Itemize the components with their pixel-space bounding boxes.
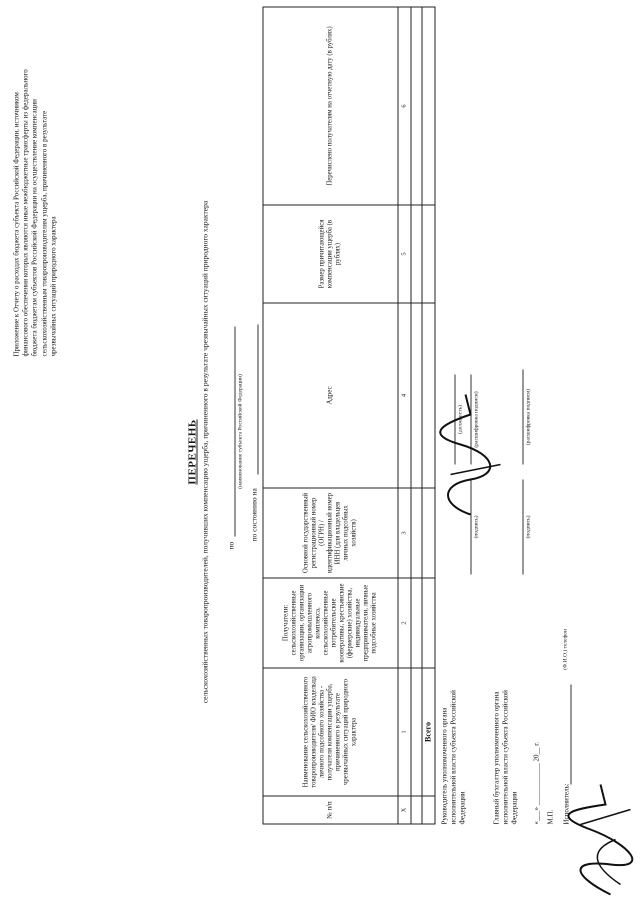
header-cell: Перечислено получателям на отчетную дату (в рублях) (263, 7, 398, 205)
decoding-caption: (расшифровка подписи) (525, 388, 532, 446)
executor-line (571, 685, 572, 785)
column-number-cell: 2 (398, 578, 411, 668)
date-label: по состоянию на (249, 488, 259, 542)
position-caption: (должность) (457, 405, 464, 434)
accountant-decoding-line (523, 370, 524, 465)
seal-label: М.П. (546, 809, 555, 825)
appendix-annotation: Приложение к Отчету о расходах бюджета субъекта Российской Федерации, источником финансового обеспечения которых являются иные межбюджетные трансферты из федерального бюджета бюджетам субъектов Российской Федерации на осуществление компенсации сельскохозяйственным товаропроизводителям ущерба, причиненного в результате чрезвычайных ситуаций природного характера (12, 69, 58, 357)
date-line (258, 325, 259, 475)
fio-phone-caption: (Ф.И.О.) телефон (562, 629, 569, 670)
header-cell: Получатели: сельскохозяйственные организации, организации агропромышленного комплекса, сельскохозяйственные потребительские кооперативы, крестьянские (фермерские) хозяйства, индивидуальные предприниматели, личные подсобные хозяйства (263, 578, 398, 668)
column-number-cell: 6 (398, 7, 411, 205)
header-cell: Наименование сельскохозяйственного товаропроизводителя/ ФИО владельца личного подсобного хозяйства - получателя компенсации ущерба, причиненного в результате чрезвычайных ситуаций природного характера (263, 668, 398, 796)
column-number-cell: 1 (398, 668, 411, 796)
signature-caption: (подпись) (473, 515, 480, 539)
empty-row (411, 7, 422, 824)
accountant-signature-line (523, 480, 524, 575)
po-label: по (226, 541, 236, 550)
head-signature-label: Руководитель уполномоченного органа исполнительной власти субъекта Российской Федерации (440, 690, 467, 825)
date-line: «___» ____________ 20__ г. (532, 741, 541, 825)
header-cell: Размер причитающейся компенсации ущерба (в рублях) (263, 205, 398, 303)
column-number-cell: 4 (398, 303, 411, 488)
total-label: Всего (422, 668, 435, 796)
subject-caption: (наименование субъекта Российской Федерации) (237, 374, 244, 489)
header-cell: Адрес (263, 303, 398, 488)
document-title: ПЕРЕЧЕНЬ (186, 419, 199, 485)
column-number-cell: X (398, 796, 411, 824)
column-number-row (398, 7, 411, 824)
handwritten-signature-secondary (431, 385, 511, 525)
header-cell: Основной государственный регистрационный номер (ОГРН) / идентификационный номер ИНН (для владельцев личных подсобных хозяйств) (263, 488, 398, 578)
signature-caption: (подпись) (525, 515, 532, 539)
subject-line (235, 327, 236, 537)
header-cell: № п/п (263, 796, 398, 824)
table-header-row (263, 7, 398, 824)
decoding-caption: (расшифровка подписи) (473, 391, 480, 448)
document-page (1, 0, 640, 905)
document-subtitle: сельскохозяйственных товаропроизводителей, получивших компенсацию ущерба, причиненного в результате чрезвычайных ситуаций природного характера (200, 200, 210, 704)
executor-label: Исполнитель: (562, 783, 571, 825)
accountant-signature-label: Главный бухгалтер уполномоченного органа исполнительной власти субъекта Российской Федерации (492, 690, 519, 825)
column-number-cell: 3 (398, 488, 411, 578)
handwritten-signature (561, 775, 640, 905)
column-number-cell: 5 (398, 205, 411, 303)
report-table (263, 7, 436, 825)
